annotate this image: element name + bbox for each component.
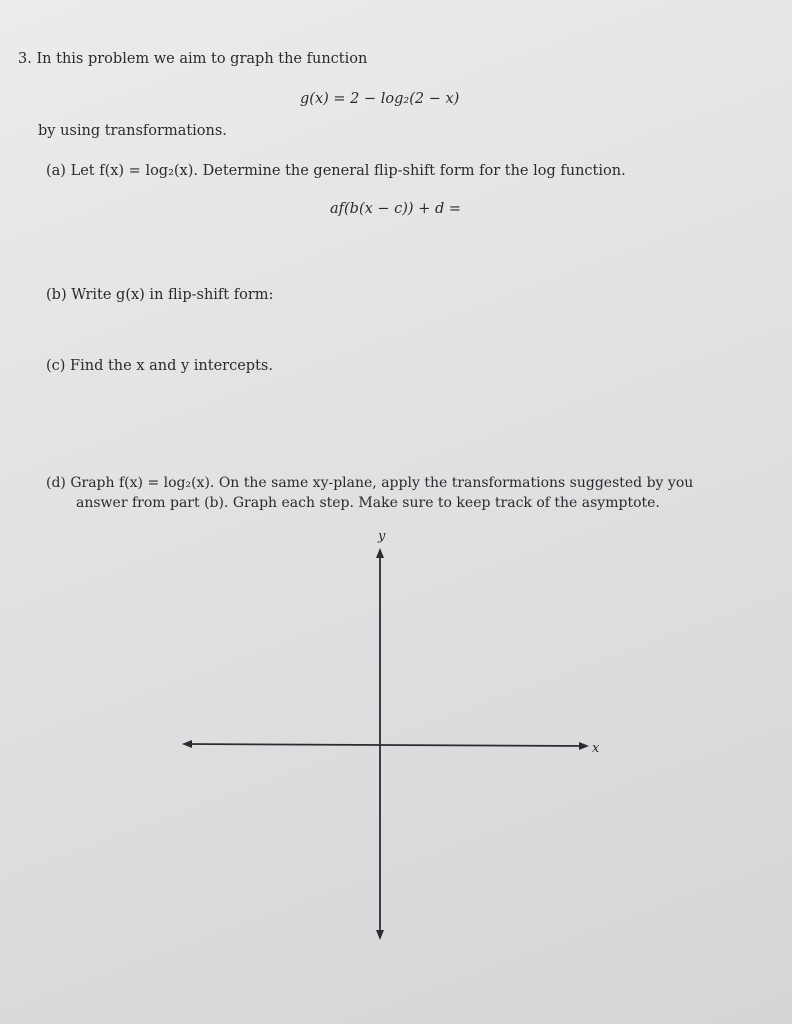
x-axis-line	[186, 744, 584, 746]
y-axis-arrow-down	[376, 930, 384, 940]
part-c-text: (c) Find the x and y intercepts.	[46, 358, 273, 374]
function-display: g(x) = 2 − log₂(2 − x)	[300, 91, 460, 107]
part-d-text-line2: answer from part (b). Graph each step. Make sure to keep track of the asymptote.	[76, 495, 660, 511]
part-a-text: (a) Let f(x) = log₂(x). Determine the general flip-shift form for the log function.	[46, 163, 626, 179]
y-axis-label: y	[378, 529, 386, 544]
x-axis-label: x	[592, 741, 600, 756]
x-axis-arrow-left	[182, 740, 192, 748]
x-axis-arrow-right	[579, 742, 589, 750]
problem-intro-continued: by using transformations.	[38, 123, 227, 139]
part-b-text: (b) Write g(x) in flip-shift form:	[46, 287, 274, 303]
y-axis-arrow-up	[376, 548, 384, 558]
part-d-text-line1: (d) Graph f(x) = log₂(x). On the same xy-plane, apply the transformations suggested by you	[46, 475, 694, 491]
problem-intro: 3. In this problem we aim to graph the function	[18, 51, 368, 67]
flip-shift-formula: af(b(x − c)) + d =	[330, 201, 461, 217]
